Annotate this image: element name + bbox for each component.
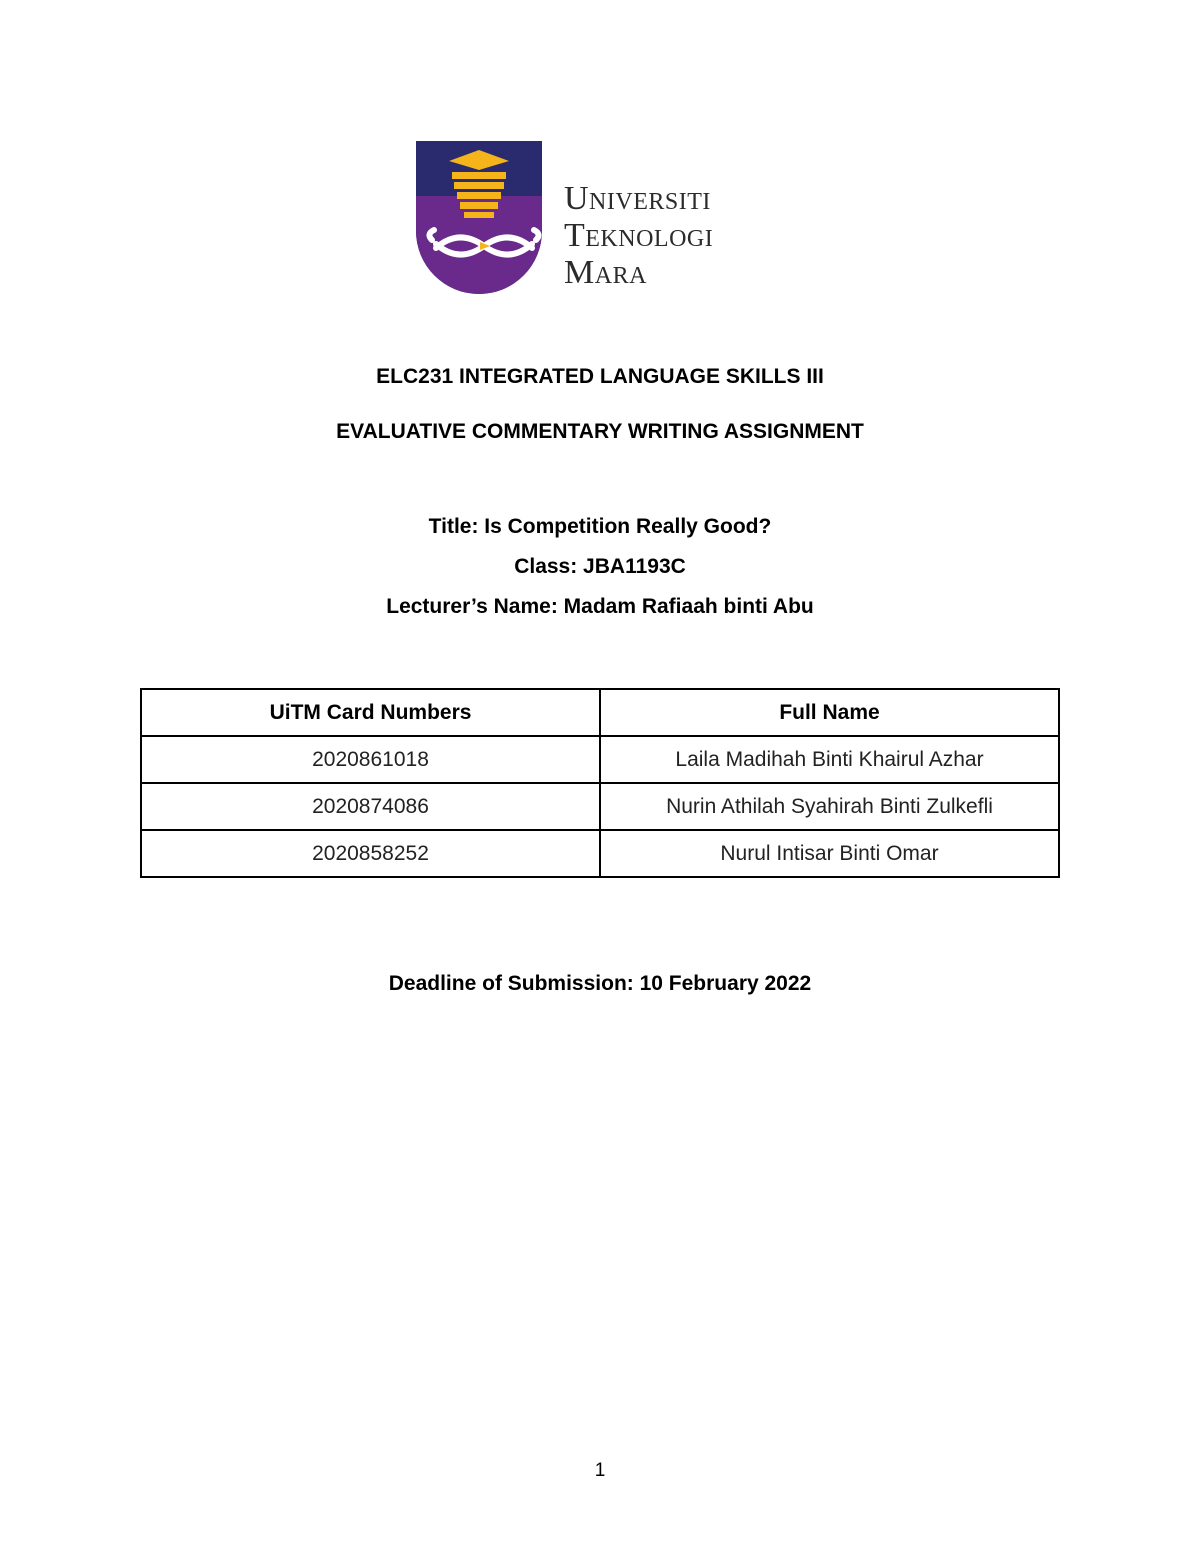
column-header-full-name: Full Name — [600, 689, 1059, 736]
page-number: 1 — [594, 1460, 606, 1481]
full-name-cell: Laila Madihah Binti Khairul Azhar — [600, 736, 1059, 783]
logo-line-teknologi: Teknologi — [564, 217, 714, 254]
course-title: ELC231 INTEGRATED LANGUAGE SKILLS III — [376, 365, 824, 388]
table-row — [141, 830, 1059, 877]
logo-line-mara: Mara — [564, 254, 647, 291]
university-logo — [414, 136, 790, 300]
members-table — [140, 688, 1060, 878]
lecturer-name: Lecturer’s Name: Madam Rafiaah binti Abu — [386, 595, 814, 618]
submission-deadline: Deadline of Submission: 10 February 2022 — [388, 972, 812, 995]
table-header-row — [141, 689, 1059, 736]
card-number-cell: 2020874086 — [141, 783, 600, 830]
uitm-crest-icon — [414, 136, 554, 300]
logo-line-universiti: Universiti — [564, 180, 711, 217]
table-row — [141, 736, 1059, 783]
class-code: Class: JBA1193C — [514, 555, 686, 578]
logo-wordmark — [564, 180, 713, 291]
column-header-card-number: UiTM Card Numbers — [141, 689, 600, 736]
assignment-title: EVALUATIVE COMMENTARY WRITING ASSIGNMENT — [336, 420, 864, 443]
full-name-cell: Nurin Athilah Syahirah Binti Zulkefli — [600, 783, 1059, 830]
full-name-cell: Nurul Intisar Binti Omar — [600, 830, 1059, 877]
card-number-cell: 2020858252 — [141, 830, 600, 877]
essay-title: Title: Is Competition Really Good? — [428, 515, 772, 538]
card-number-cell: 2020861018 — [141, 736, 600, 783]
table-row — [141, 783, 1059, 830]
